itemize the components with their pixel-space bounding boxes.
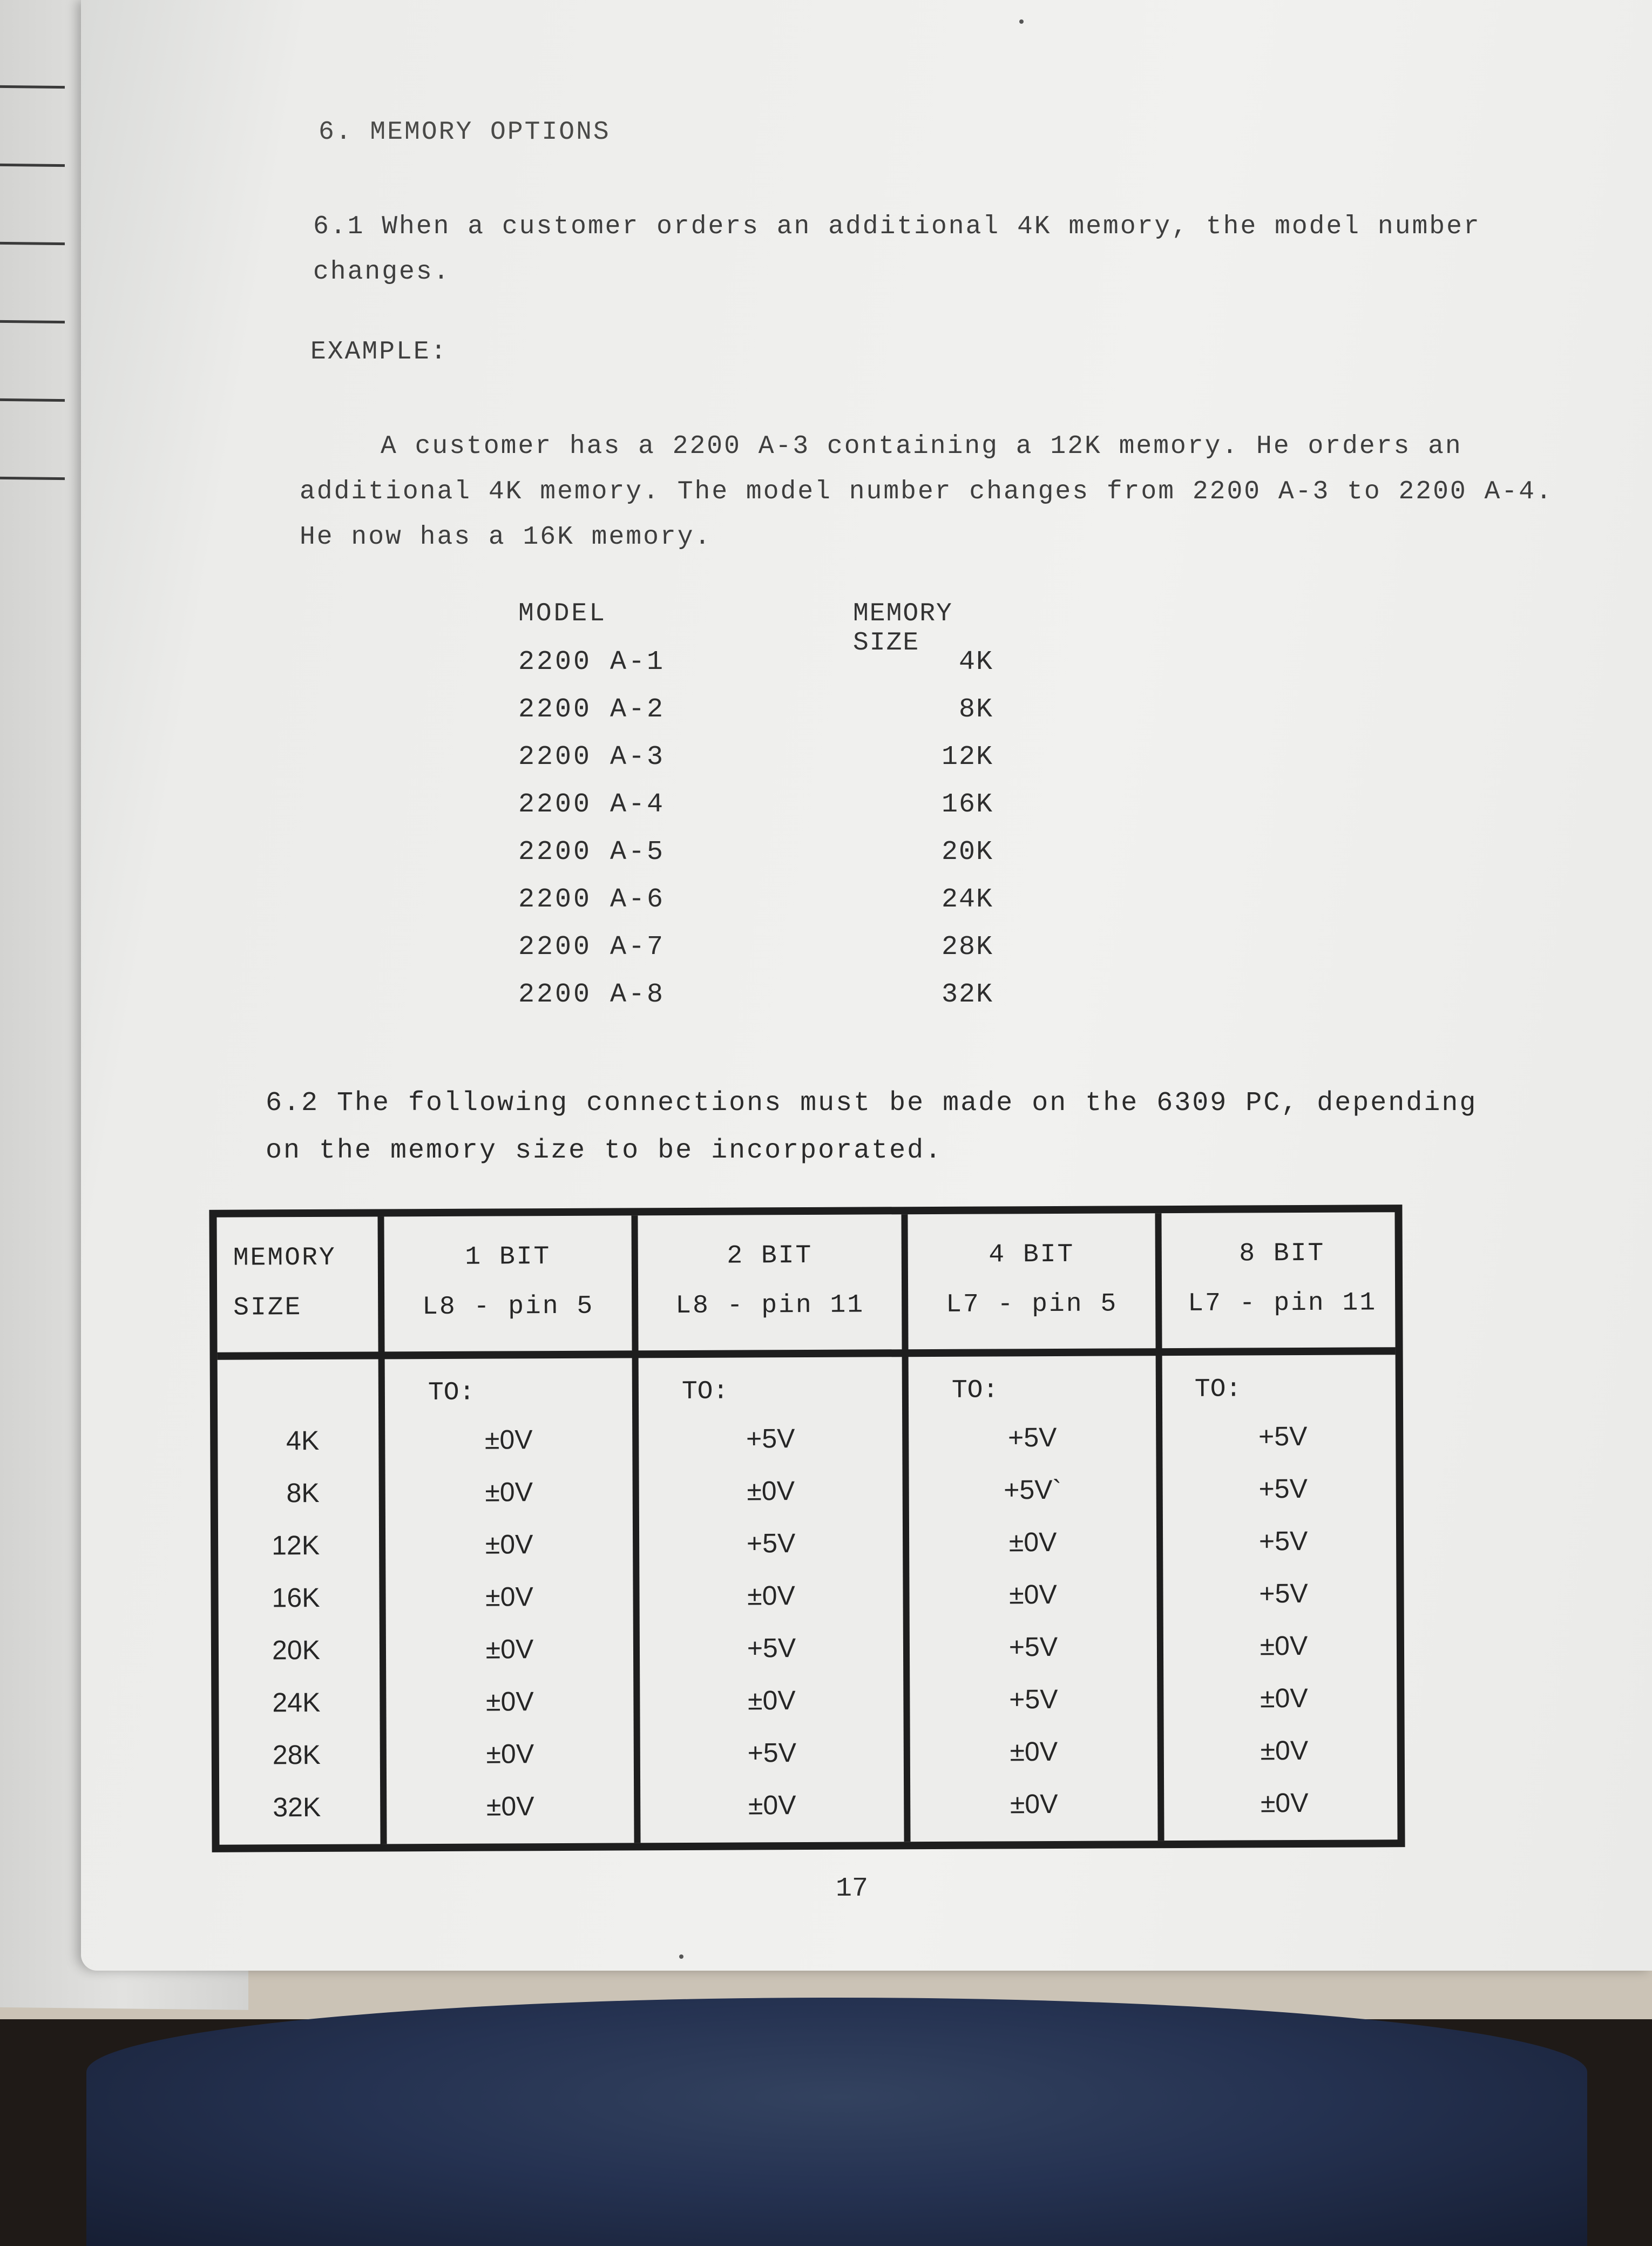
memory-size-header <box>217 1233 378 1332</box>
voltage-cell: +5V <box>747 1737 797 1768</box>
voltage-cell: +5V <box>1258 1420 1308 1452</box>
memory-size-cell: 12K <box>941 742 993 773</box>
memory-size-cell: 24K <box>272 1687 321 1718</box>
connections-table <box>209 1205 1405 1852</box>
voltage-cell: ±0V <box>485 1581 533 1612</box>
model-table-row <box>518 884 1026 932</box>
page-number: 17 <box>836 1873 869 1904</box>
bit-column-4 <box>1161 1212 1405 1841</box>
bit-column-2 <box>638 1214 910 1843</box>
model-table-row <box>518 979 1026 1027</box>
voltage-cell: ±0V <box>748 1790 796 1821</box>
paragraph-line: 6.2 The following connections must be made on the 6309 PC, depending <box>266 1088 1478 1119</box>
to-label: TO: <box>428 1378 475 1408</box>
model-cell: 2200 A-8 <box>518 979 666 1010</box>
memory-size-values <box>218 1424 380 1844</box>
header-line: L8 - pin 5 <box>422 1291 594 1322</box>
paragraph-6-2 <box>266 1080 1477 1175</box>
voltage-cell: +5V <box>1258 1525 1308 1557</box>
voltage-cell: ±0V <box>747 1580 795 1611</box>
header-line: 1 BIT <box>465 1242 551 1272</box>
model-cell: 2200 A-6 <box>518 884 666 915</box>
bit-header <box>638 1230 902 1331</box>
model-table-row <box>518 694 1026 742</box>
memory-size-cell: 20K <box>941 837 993 868</box>
header-line: L7 - pin 11 <box>1188 1288 1377 1318</box>
voltage-cell: ±0V <box>747 1685 796 1716</box>
model-cell: 2200 A-3 <box>518 742 666 773</box>
bit-values <box>385 1423 634 1843</box>
voltage-cell: ±0V <box>485 1477 533 1507</box>
header-line: 4 BIT <box>989 1240 1075 1270</box>
model-table-header <box>518 599 1026 658</box>
model-cell: 2200 A-7 <box>518 932 666 963</box>
example-label: EXAMPLE: <box>310 337 448 367</box>
memory-size-cell: 12K <box>272 1530 320 1561</box>
memory-size-column <box>216 1216 387 1844</box>
paragraph-line: changes. <box>313 258 451 287</box>
model-cell: 2200 A-2 <box>518 694 666 725</box>
voltage-cell: +5V <box>1008 1631 1058 1662</box>
memory-size-header: MEMORY SIZE <box>853 599 953 658</box>
memory-size-cell: 32K <box>273 1791 321 1823</box>
voltage-cell: ±0V <box>1260 1787 1309 1818</box>
bit-values <box>1162 1420 1405 1840</box>
model-table-row <box>518 647 1026 694</box>
bit-values <box>909 1421 1157 1841</box>
model-header: MODEL <box>518 599 607 628</box>
voltage-cell: ±0V <box>485 1529 533 1560</box>
model-cell: 2200 A-5 <box>518 837 666 868</box>
voltage-cell: +5V <box>746 1423 795 1454</box>
voltage-cell: ±0V <box>1260 1682 1308 1714</box>
model-cell: 2200 A-1 <box>518 647 666 678</box>
voltage-cell: +5V <box>747 1633 796 1663</box>
model-table <box>518 599 1026 1027</box>
page-speck <box>679 1954 683 1959</box>
memory-size-cell: 4K <box>286 1425 320 1456</box>
voltage-cell: ±0V <box>1260 1735 1309 1766</box>
header-line: 8 BIT <box>1239 1239 1325 1269</box>
model-table-row <box>518 789 1026 837</box>
memory-size-cell: 16K <box>272 1582 320 1613</box>
background-lap <box>86 1998 1587 2246</box>
paragraph-line: on the memory size to be incorporated. <box>266 1135 943 1166</box>
voltage-cell: ±0V <box>486 1791 534 1822</box>
voltage-cell: +5V <box>1009 1683 1058 1715</box>
paragraph-line: 6.1 When a customer orders an additional 4K memory, the model number <box>313 212 1481 241</box>
voltage-cell: +5V` <box>1004 1474 1062 1505</box>
bit-values <box>639 1422 904 1842</box>
model-table-row <box>518 837 1026 884</box>
paragraph-line: He now has a 16K memory. <box>300 523 712 552</box>
model-cell: 2200 A-4 <box>518 789 666 820</box>
voltage-cell: +5V <box>746 1528 796 1559</box>
memory-size-cell: 4K <box>958 647 993 678</box>
model-table-row <box>518 932 1026 979</box>
voltage-cell: ±0V <box>1010 1736 1058 1767</box>
memory-size-cell: 32K <box>941 979 993 1010</box>
example-paragraph <box>300 424 1553 560</box>
voltage-cell: ±0V <box>485 1686 534 1717</box>
header-line: L7 - pin 5 <box>946 1289 1118 1320</box>
voltage-cell: ±0V <box>485 1634 534 1665</box>
to-label: TO: <box>1194 1375 1242 1404</box>
header-line: SIZE <box>233 1293 302 1323</box>
memory-size-cell: 8K <box>958 694 993 725</box>
memory-size-cell: 28K <box>272 1739 321 1770</box>
voltage-cell: ±0V <box>1008 1526 1057 1558</box>
bit-header <box>384 1232 632 1332</box>
voltage-cell: ±0V <box>484 1424 533 1455</box>
paragraph-line: additional 4K memory. The model number changes from 2200 A-3 to 2200 A-4. <box>300 477 1553 506</box>
header-line: MEMORY <box>233 1243 336 1273</box>
voltage-cell: ±0V <box>747 1476 795 1506</box>
voltage-cell: ±0V <box>1260 1630 1308 1661</box>
header-line: L8 - pin 11 <box>675 1290 865 1321</box>
voltage-cell: ±0V <box>1009 1579 1057 1610</box>
memory-size-cell: 8K <box>286 1477 320 1508</box>
memory-size-cell: 24K <box>941 884 993 915</box>
voltage-cell: +5V <box>1259 1578 1308 1609</box>
memory-size-cell: 28K <box>941 932 993 963</box>
paragraph-line: A customer has a 2200 A-3 containing a 12K memory. He orders an <box>381 432 1463 461</box>
model-table-row <box>518 742 1026 789</box>
page-speck <box>1019 19 1024 24</box>
section-heading: 6. MEMORY OPTIONS <box>319 118 611 147</box>
bit-column-3 <box>908 1213 1164 1842</box>
to-label: TO: <box>681 1377 729 1407</box>
bit-column-1 <box>384 1215 640 1844</box>
bit-header <box>1162 1228 1403 1329</box>
paragraph-6-1 <box>313 204 1481 295</box>
voltage-cell: +5V <box>1007 1422 1057 1453</box>
voltage-cell: ±0V <box>1010 1788 1058 1819</box>
memory-size-cell: 20K <box>272 1634 321 1666</box>
to-label: TO: <box>951 1376 999 1405</box>
voltage-cell: ±0V <box>486 1738 534 1769</box>
bit-header <box>908 1229 1156 1330</box>
header-line: 2 BIT <box>727 1241 813 1271</box>
memory-size-cell: 16K <box>941 789 993 820</box>
voltage-cell: +5V <box>1258 1473 1308 1504</box>
